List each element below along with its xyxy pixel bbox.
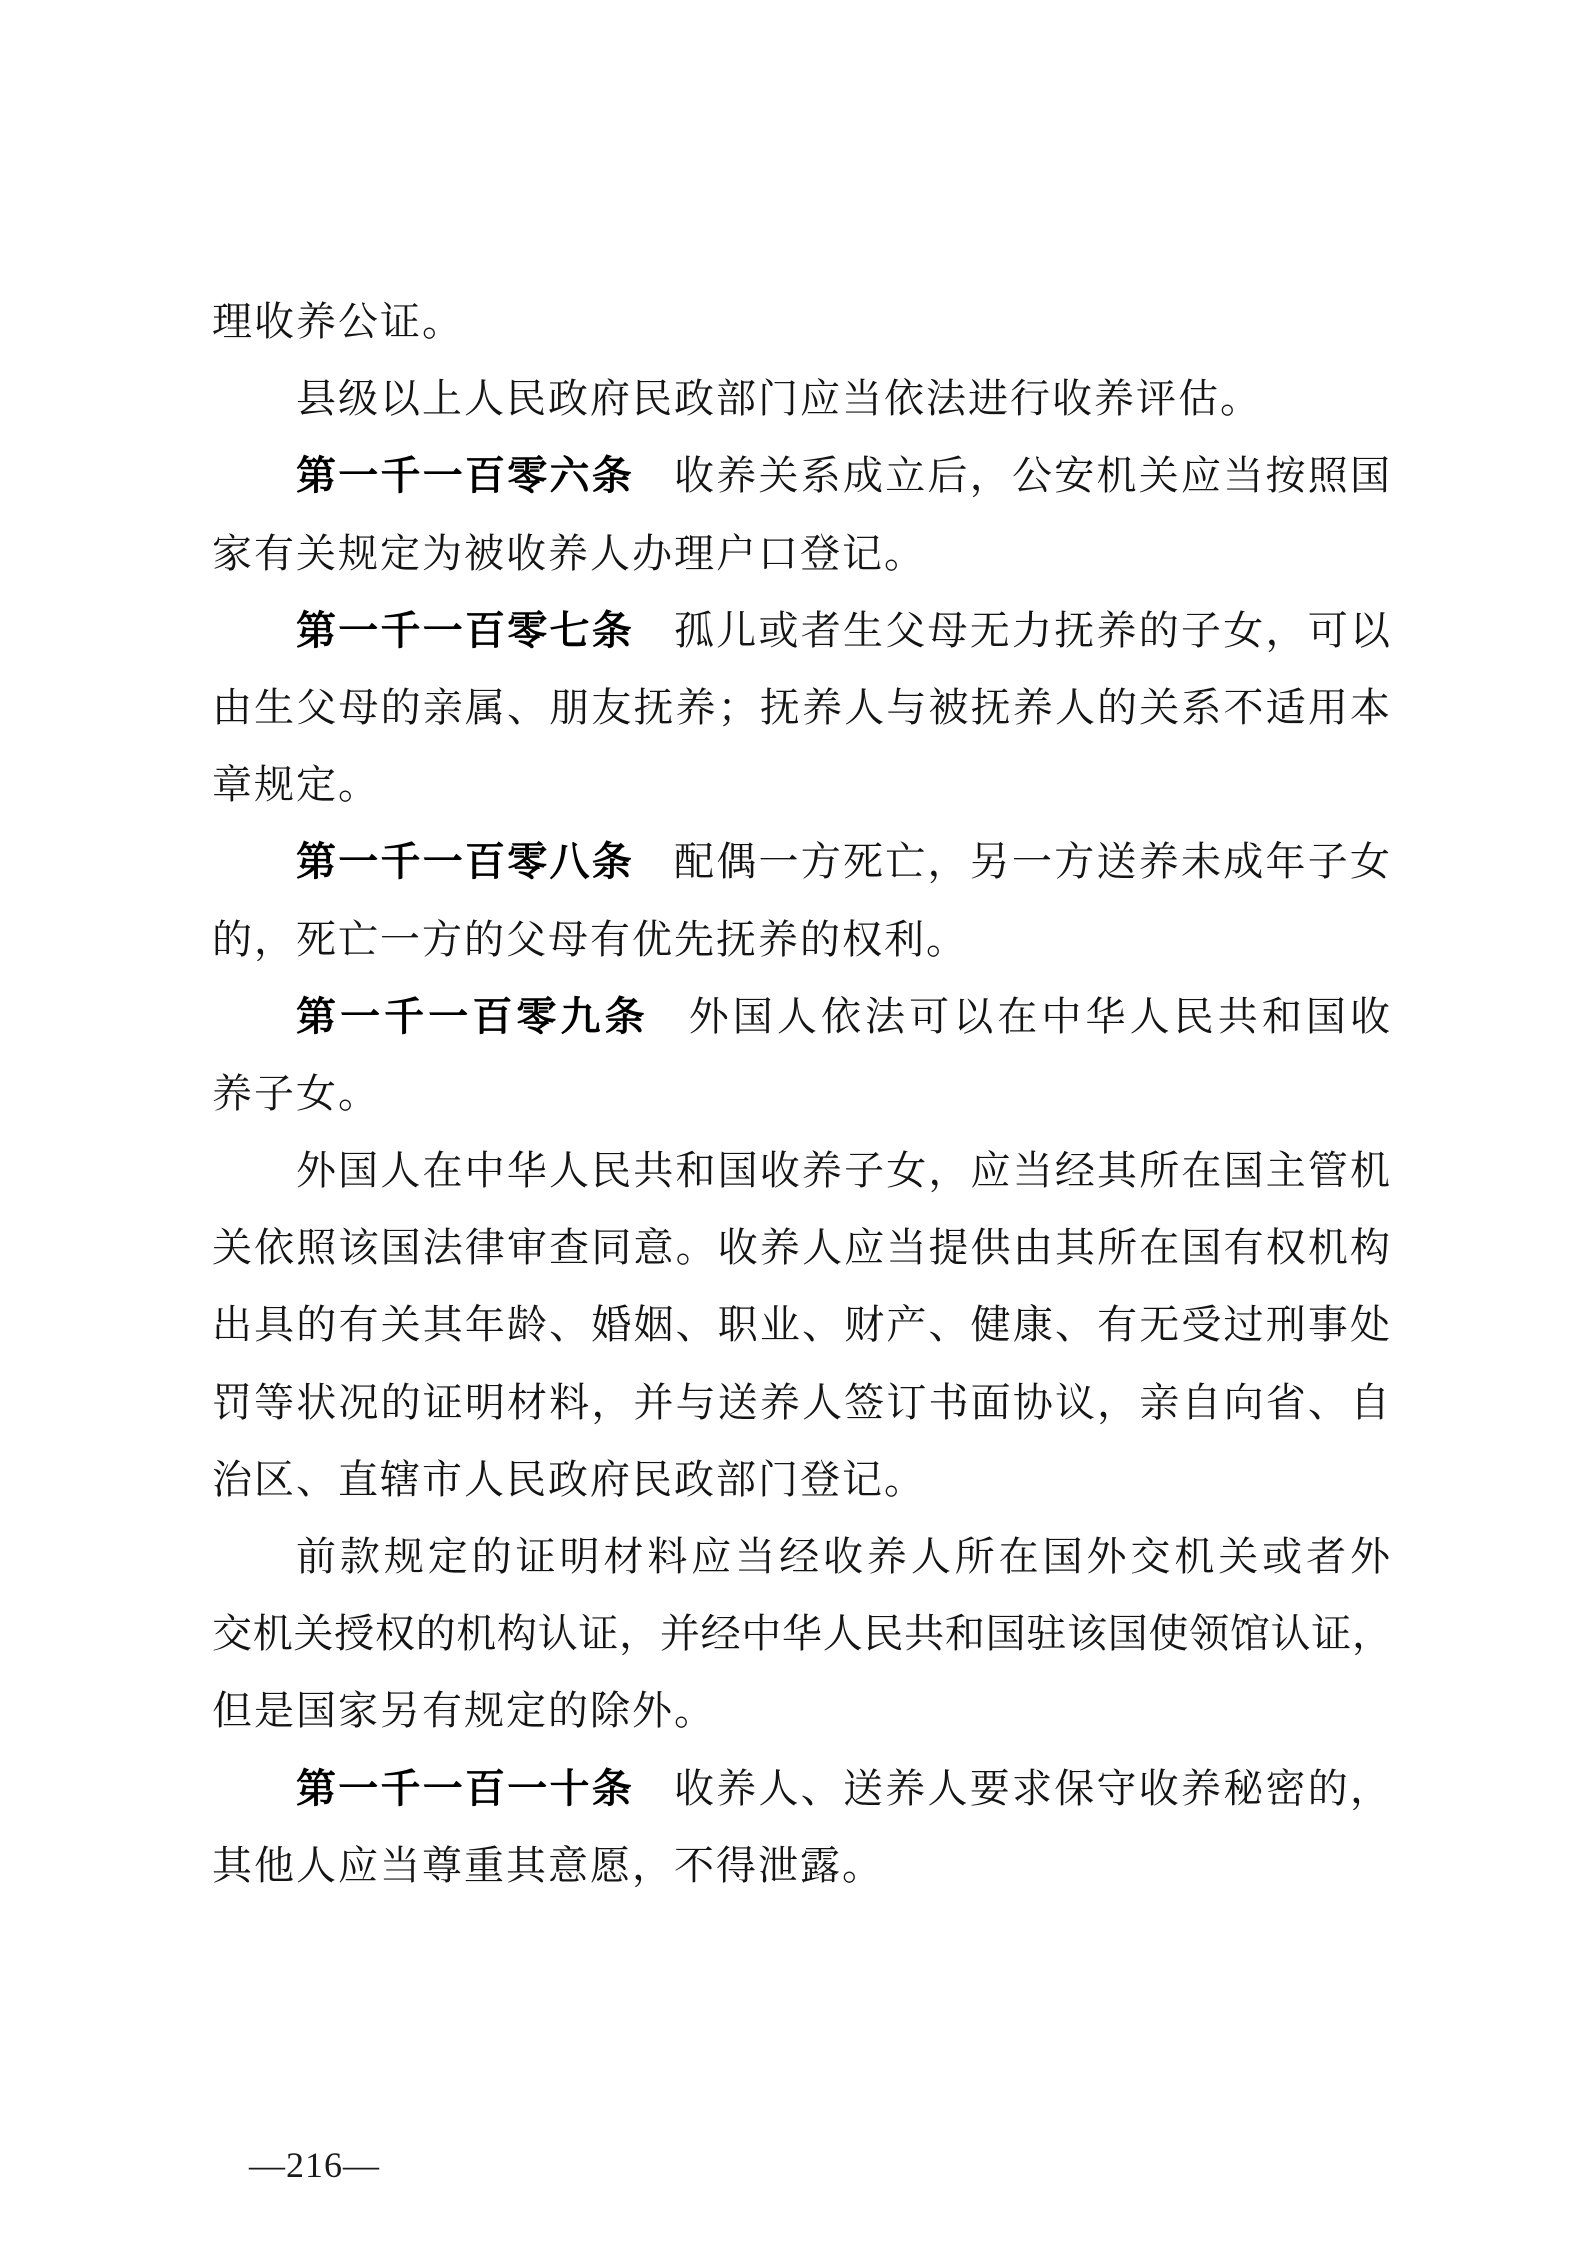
text-line: 出具的有关其年龄、婚姻、职业、财产、健康、有无受过刑事处 [212,1302,1392,1348]
text-line: 理收养公证。 [212,299,464,344]
article-number: 第一千一百零九条 [296,994,649,1039]
line-text: 收养人、送养人要求保守收养秘密的， [674,1765,1392,1811]
text-line: 治区、直辖市人民政府民政部门登记。 [212,1456,926,1502]
text-line: 的，死亡一方的父母有优先抚养的权利。 [212,916,968,962]
text-block [212,283,1392,1904]
article-number: 第一千一百零八条 [296,840,634,885]
text-line: 关依照该国法律审查同意。收养人应当提供由其所在国有权机构 [212,1225,1392,1271]
text-line [212,823,1392,900]
article-number: 第一千一百零七条 [296,608,634,653]
text-line: 县级以上人民政府民政部门应当依法进行收养评估。 [296,376,1262,422]
text-line [212,592,1392,669]
text-line: 罚等状况的证明材料，并与送养人签订书面协议，亲自向省、自 [212,1379,1392,1425]
text-line: 由生父母的亲属、朋友抚养；抚养人与被抚养人的关系不适用本 [212,684,1392,730]
text-line: 交机关授权的机构认证，并经中华人民共和国驻该国使领馆认证， [212,1611,1392,1657]
text-line: 其他人应当尊重其意愿，不得泄露。 [212,1842,884,1888]
article-number: 第一千一百一十条 [296,1766,634,1811]
text-line: 养子女。 [212,1070,380,1116]
page-number: —216— [249,2145,380,2185]
line-text: 收养关系成立后，公安机关应当按照国 [674,453,1392,499]
line-text: 外国人依法可以在中华人民共和国收 [688,993,1393,1039]
text-line: 外国人在中华人民共和国收养子女，应当经其所在国主管机 [296,1148,1392,1194]
text-line: 家有关规定为被收养人办理户口登记。 [212,530,926,576]
text-line [212,978,1392,1055]
line-text: 孤儿或者生父母无力抚养的子女，可以 [674,607,1392,653]
text-line [212,437,1392,514]
text-line: 前款规定的证明材料应当经收养人所在国外交机关或者外 [296,1534,1392,1579]
text-line: 但是国家另有规定的除外。 [212,1688,716,1734]
article-number: 第一千一百零六条 [296,454,634,499]
text-line [212,1750,1392,1827]
line-text: 配偶一方死亡，另一方送养未成年子女 [674,839,1392,885]
text-line: 章规定。 [212,762,380,808]
